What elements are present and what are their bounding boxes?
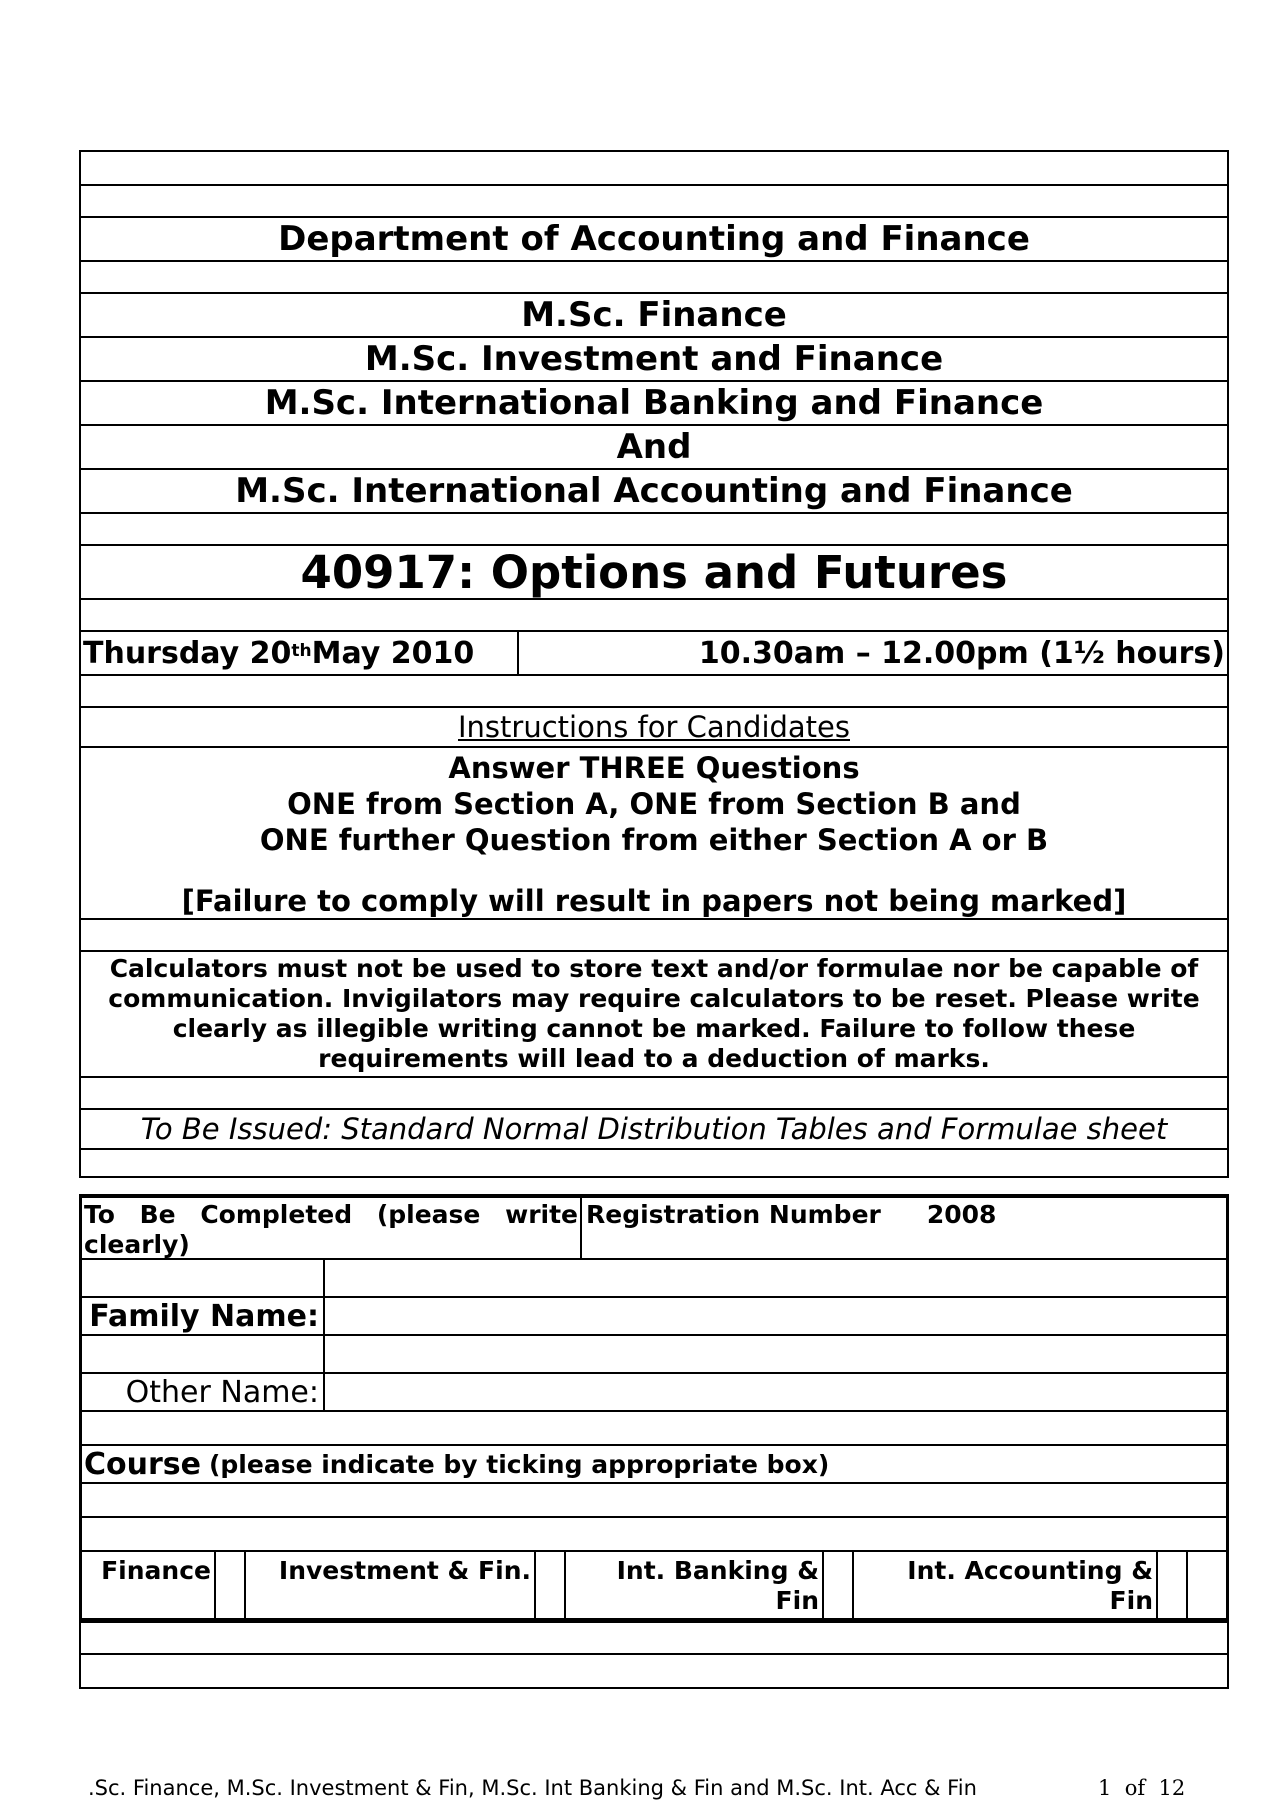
calculator-rule-line: clearly as illegible writing cannot be marked. Failure to follow these [172,1014,1136,1043]
course-row [82,1446,1226,1484]
course-option-accounting: Int. Accounting & Fin [854,1552,1158,1618]
department-title: Department of Accounting and Finance [81,218,1227,262]
calculator-rule-line: communication. Invigilators may require calculators to be reset. Please write [108,984,1200,1013]
course-hint: (please indicate by ticking appropriate box) [208,1449,830,1479]
family-name-row [82,1298,1226,1336]
blank-row [81,152,1227,186]
instructions-block [81,748,1227,920]
blank-label-cell [82,1336,325,1372]
registration-number-field[interactable] [582,1198,1226,1258]
exam-date-month-year: May 2010 [311,635,475,671]
calculator-rule-line: Calculators must not be used to store text and/or formulae nor be capable of [109,954,1199,983]
course-checkbox-finance[interactable] [216,1552,246,1618]
exam-date [81,632,519,674]
registration-number-label: Registration Number [586,1200,881,1229]
blank-row [81,514,1227,546]
instructions-heading: Instructions for Candidates [81,708,1227,748]
form-footer-rows [79,1620,1229,1689]
blank-row [81,676,1227,708]
exam-header-form [79,150,1229,1178]
candidate-details-form [79,1194,1229,1621]
blank-row [81,920,1227,952]
programme-title: M.Sc. Finance [81,294,1227,338]
complete-clearly-label: To Be Completed (please write clearly) [82,1198,582,1258]
registration-year: 2008 [926,1200,997,1229]
instruction-line: ONE further Question from either Section A or B [259,823,1049,857]
other-name-label: Other Name: [82,1374,325,1410]
programme-conjunction: And [81,426,1227,470]
blank-value-cell [325,1260,1226,1296]
page-total: 12 [1158,1776,1186,1800]
course-checkbox-investment[interactable] [536,1552,566,1618]
page-number [1098,1776,1185,1800]
blank-value-cell [325,1336,1226,1372]
blank-row [81,600,1227,632]
page-current: 1 [1098,1776,1112,1800]
issued-materials: To Be Issued: Standard Normal Distribution Tables and Formulae sheet [81,1110,1227,1150]
course-checkbox-banking[interactable] [824,1552,854,1618]
page-of: of [1124,1776,1146,1800]
blank-row [82,1484,1226,1518]
exam-date-day: Thursday 20 [83,635,292,671]
exam-date-ordinal: th [291,641,312,661]
calculator-rule-line: requirements will lead to a deduction of marks. [318,1044,990,1073]
blank-name-row [82,1260,1226,1298]
blank-row [82,1518,1226,1552]
course-label: Course [84,1446,201,1482]
blank-name-row [82,1336,1226,1374]
page-footer-text: .Sc. Finance, M.Sc. Investment & Fin, M.Sc. Int Banking & Fin and M.Sc. Int. Acc & Fin [88,1776,977,1800]
instruction-line: Answer THREE Questions [448,751,860,785]
blank-row [81,1150,1227,1176]
calculator-rules [81,952,1227,1078]
family-name-field[interactable] [325,1298,1226,1334]
blank-row [81,262,1227,294]
course-option-investment: Investment & Fin. [246,1552,536,1618]
programme-title: M.Sc. International Accounting and Finance [81,470,1227,514]
course-option-banking: Int. Banking & Fin [566,1552,824,1618]
exam-date-time-row [81,632,1227,676]
programme-title: M.Sc. International Banking and Finance [81,382,1227,426]
programme-title: M.Sc. Investment and Finance [81,338,1227,382]
blank-label-cell [82,1260,325,1296]
blank-row [81,1078,1227,1110]
course-options-end-cell [1188,1552,1226,1618]
registration-row [82,1198,1226,1260]
exam-time: 10.30am – 12.00pm (1½ hours) [698,635,1225,671]
blank-row [81,1623,1227,1655]
blank-row [82,1412,1226,1446]
other-name-field[interactable] [325,1374,1226,1410]
instruction-line: ONE from Section A, ONE from Section B and [287,787,1021,821]
blank-row [81,186,1227,218]
course-options-row [82,1552,1226,1618]
blank-row [81,1655,1227,1687]
course-checkbox-accounting[interactable] [1158,1552,1188,1618]
family-name-label: Family Name: [82,1298,325,1334]
other-name-row [82,1374,1226,1412]
course-option-finance: Finance [82,1552,216,1618]
instruction-warning: [Failure to comply will result in papers not being marked] [181,884,1127,918]
module-title: 40917: Options and Futures [81,546,1227,600]
